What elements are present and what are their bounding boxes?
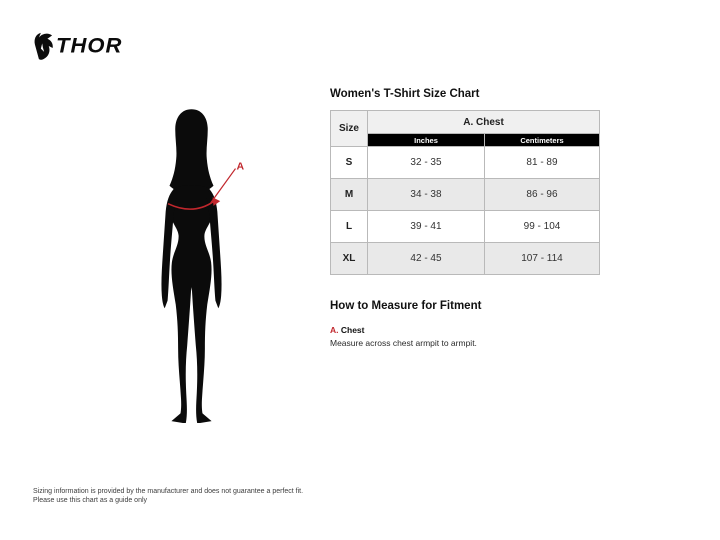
cm-cell: 107 - 114 xyxy=(485,243,600,275)
disclaimer-line-1: Sizing information is provided by the manufacturer and does not guarantee a perfect fit. xyxy=(33,488,304,495)
chest-group-header: A. Chest xyxy=(368,111,600,134)
size-cell: L xyxy=(331,211,368,243)
size-cell: M xyxy=(331,179,368,211)
size-chart-table xyxy=(330,110,600,275)
size-cell: XL xyxy=(331,243,368,275)
measure-item-name xyxy=(330,325,615,335)
size-chart-section xyxy=(330,88,615,275)
size-column-header: Size xyxy=(331,111,368,147)
inches-cell: 34 - 38 xyxy=(368,179,485,211)
cm-cell: 86 - 96 xyxy=(485,179,600,211)
measure-item-letter: A. xyxy=(330,325,339,335)
how-to-measure-title: How to Measure for Fitment xyxy=(330,300,482,312)
female-silhouette-graphic xyxy=(134,93,249,423)
size-chart-title: Women's T-Shirt Size Chart xyxy=(330,88,480,100)
brand-logo-text: THOR xyxy=(56,33,123,58)
table-row-xl xyxy=(331,243,600,275)
measure-item-description: Measure across chest armpit to armpit. xyxy=(330,338,477,348)
disclaimer-line-2: Please use this chart as a guide only xyxy=(33,497,148,504)
inches-cell: 39 - 41 xyxy=(368,211,485,243)
table-row-m xyxy=(331,179,600,211)
inches-cell: 42 - 45 xyxy=(368,243,485,275)
how-to-measure-section xyxy=(330,300,615,348)
measure-item-chest xyxy=(330,325,615,348)
cm-cell: 81 - 89 xyxy=(485,147,600,179)
measurement-figure xyxy=(134,93,249,423)
table-row-l xyxy=(331,211,600,243)
brand-logo xyxy=(33,31,122,61)
measure-item-title: Chest xyxy=(340,325,365,335)
table-row-s xyxy=(331,147,600,179)
inches-cell: 32 - 35 xyxy=(368,147,485,179)
cm-cell: 99 - 104 xyxy=(485,211,600,243)
sizing-disclaimer xyxy=(33,487,303,505)
subheader-inches: Inches xyxy=(368,134,485,147)
size-cell: S xyxy=(331,147,368,179)
annotation-label-a: A xyxy=(236,160,245,173)
thor-ram-icon xyxy=(33,31,54,61)
subheader-centimeters: Centimeters xyxy=(485,134,600,147)
annotation-pointer-line xyxy=(211,169,236,203)
